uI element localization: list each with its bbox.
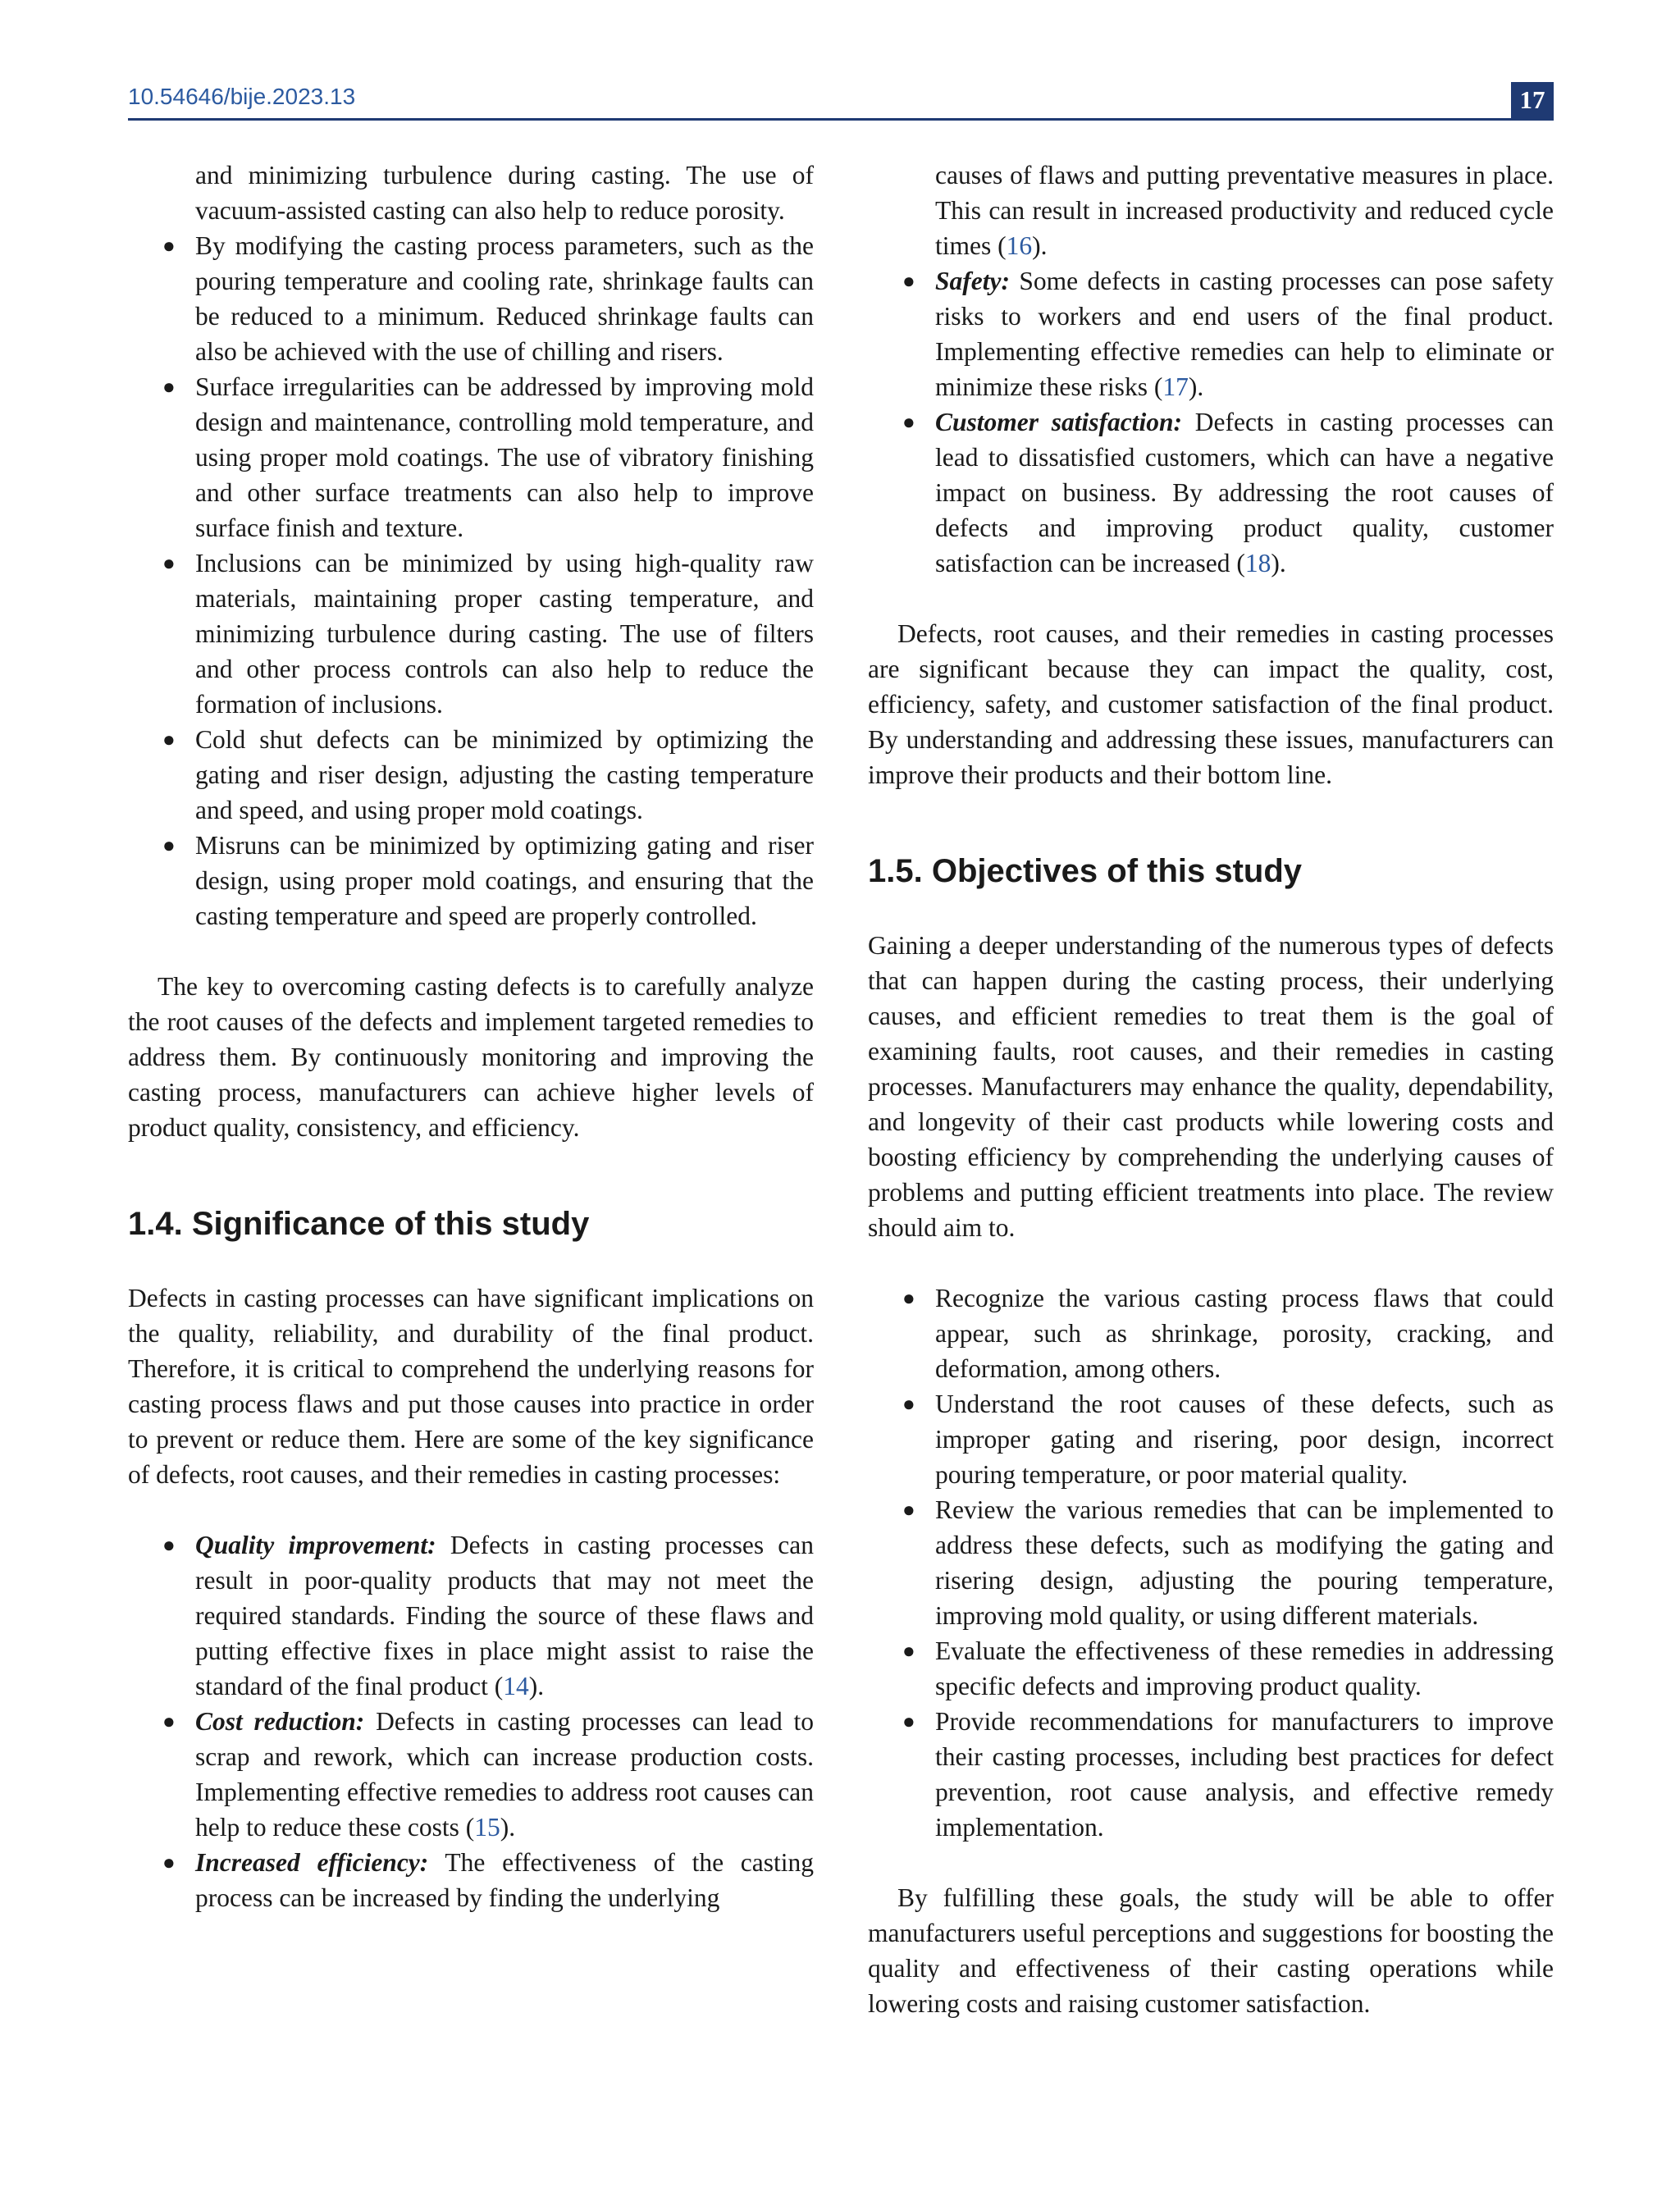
section-heading-objectives: 1.5. Objectives of this study xyxy=(868,853,1303,889)
list-item xyxy=(868,263,1554,404)
reference-link[interactable]: 17 xyxy=(1162,372,1189,401)
list-item-text: Defects in casting processes can lead to dissatisfied customers, which can have a negative impact on business. By addressing the root causes of defects and improving product quality, customer satisfaction can be increased ( xyxy=(935,408,1554,577)
remedies-list xyxy=(128,228,814,933)
significance-list xyxy=(128,1527,814,1915)
bullet-icon: ● xyxy=(162,1709,176,1733)
page-header xyxy=(128,82,1554,121)
bullet-icon: ● xyxy=(902,410,915,434)
right-column xyxy=(868,157,1554,2021)
list-item-term: Quality improvement: xyxy=(195,1531,436,1559)
list-item xyxy=(868,1704,1554,1845)
objectives-paragraph: Gaining a deeper understanding of the numerous types of defects that can happen during the casting process, their underlying causes, and efficient remedies to treat them is the goal of examining faults, root causes, and their remedies in casting processes. Manufacturers may enhance the quality, dependability, and longevity of their cast products while lowering costs and boosting efficiency by comprehending the underlying causes of problems and putting efficient treatments into place. The review should aim to. xyxy=(868,931,1554,1242)
list-item-term: Safety: xyxy=(935,267,1010,295)
page-number: 17 xyxy=(1511,82,1554,118)
list-item xyxy=(868,1280,1554,1386)
objectives-list xyxy=(868,1280,1554,1845)
list-item xyxy=(868,404,1554,581)
list-item xyxy=(128,1527,814,1704)
list-item-text: Defects in casting processes can lead to scrap and rework, which can increase production costs. Implementing effective remedies to address root causes can help to reduce these costs ( xyxy=(195,1707,814,1842)
list-item-text: Recognize the various casting process flaws that could appear, such as shrinkage, porosity, cracking, and deformation, among others. xyxy=(935,1284,1554,1383)
reference-link[interactable]: 18 xyxy=(1244,549,1271,577)
list-item-text-end: ). xyxy=(1271,549,1286,577)
bullet-icon: ● xyxy=(162,1533,176,1557)
list-item-text: Surface irregularities can be addressed by improving mold design and maintenance, controlling mold temperature, and using proper mold coatings. The use of vibratory finishing and other surface treatments can also help to improve surface finish and texture. xyxy=(195,372,814,542)
list-item xyxy=(128,722,814,828)
list-item-text-end: ). xyxy=(528,1672,545,1700)
list-item xyxy=(128,228,814,369)
list-item-text: Inclusions can be minimized by using high-quality raw materials, maintaining proper casting temperature, and minimizing turbulence during casting. The use of filters and other process controls can also help to reduce the formation of inclusions. xyxy=(195,549,814,719)
list-item-term: Increased efficiency: xyxy=(195,1848,429,1877)
closing-paragraph: By fulfilling these goals, the study will be able to offer manufacturers useful perceptions and suggestions for boosting the quality and effectiveness of their casting operations while lowering costs and raising customer satisfaction. xyxy=(868,1883,1554,2018)
reference-link[interactable]: 14 xyxy=(503,1672,529,1700)
bullet-icon: ● xyxy=(902,1498,915,1522)
list-item-text-end: ). xyxy=(1188,372,1204,401)
list-item xyxy=(868,1492,1554,1633)
list-item-text: Evaluate the effectiveness of these remedies in addressing specific defects and improving product quality. xyxy=(935,1636,1554,1700)
bullet-icon: ● xyxy=(162,234,176,258)
list-item xyxy=(868,1633,1554,1704)
summary-paragraph: Defects, root causes, and their remedies in casting processes are significant because they can impact the quality, cost, efficiency, safety, and customer satisfaction of the final product. By understanding and addressing these issues, manufacturers can improve their products and their bottom line. xyxy=(868,619,1554,789)
list-item-text: causes of flaws and putting preventative measures in place. This can result in increased productivity and reduced cycle times ( xyxy=(935,161,1554,260)
bullet-icon: ● xyxy=(162,551,176,575)
section-heading-significance: 1.4. Significance of this study xyxy=(128,1206,590,1242)
significance-intro-paragraph: Defects in casting processes can have significant implications on the quality, reliability, and durability of the final product. Therefore, it is critical to comprehend the underlying reasons for casting process flaws and put those causes into practice in order to prevent or reduce them. Here are some of the key significance of defects, root causes, and their remedies in casting processes: xyxy=(128,1284,814,1489)
significance-list-continued xyxy=(868,263,1554,581)
bullet-icon: ● xyxy=(902,1639,915,1663)
list-item xyxy=(128,1704,814,1845)
bullet-icon: ● xyxy=(902,1392,915,1416)
list-item-text: Review the various remedies that can be implemented to address these defects, such as modifying the gating and risering design, adjusting the pouring temperature, improving mold quality, or using different materials. xyxy=(935,1495,1554,1630)
list-item-term: Cost reduction: xyxy=(195,1707,365,1736)
list-item xyxy=(128,545,814,722)
list-item-text: Misruns can be minimized by optimizing gating and riser design, using proper mold coatings, and ensuring that the casting temperature and speed are properly controlled. xyxy=(195,831,814,930)
doi-link[interactable]: 10.54646/bije.2023.13 xyxy=(128,84,356,109)
list-item-continuation xyxy=(868,157,1554,263)
list-item-text-end: ). xyxy=(500,1813,516,1842)
list-item xyxy=(128,369,814,545)
bullet-icon: ● xyxy=(902,1286,915,1310)
list-item-text: Cold shut defects can be minimized by optimizing the gating and riser design, adjusting the casting temperature and speed, and using proper mold coatings. xyxy=(195,725,814,824)
bullet-icon: ● xyxy=(902,1709,915,1733)
bullet-icon: ● xyxy=(162,1851,176,1874)
reference-link[interactable]: 16 xyxy=(1006,231,1033,260)
list-item-term: Customer satisfaction: xyxy=(935,408,1183,436)
list-item-text: Understand the root causes of these defects, such as improper gating and risering, poor design, incorrect pouring temperature, or poor material quality. xyxy=(935,1390,1554,1489)
bullet-icon: ● xyxy=(902,269,915,293)
list-item-text: By modifying the casting process parameters, such as the pouring temperature and cooling rate, shrinkage faults can be reduced to a minimum. Reduced shrinkage faults can also be achieved with the use of chilling and risers. xyxy=(195,231,814,366)
key-paragraph: The key to overcoming casting defects is to carefully analyze the root causes of the defects and implement targeted remedies to address them. By continuously monitoring and improving the casting process, manufacturers can achieve higher levels of product quality, consistency, and efficiency. xyxy=(128,972,814,1142)
list-item-text-end: ). xyxy=(1032,231,1048,260)
list-item-continuation: and minimizing turbulence during casting. The use of vacuum-assisted casting can also help to reduce porosity. xyxy=(195,161,814,225)
list-item-text: Provide recommendations for manufacturers to improve their casting processes, including best practices for defect prevention, root cause analysis, and effective remedy implementation. xyxy=(935,1707,1554,1842)
reference-link[interactable]: 15 xyxy=(474,1813,500,1842)
list-item-text: The effectiveness of the casting process can be increased by finding the underlying xyxy=(195,1848,814,1912)
list-item-text: Some defects in casting processes can pose safety risks to workers and end users of the final product. Implementing effective remedies can help to eliminate or minimize these risks ( xyxy=(935,267,1554,401)
bullet-icon: ● xyxy=(162,728,176,751)
list-item-text: Defects in casting processes can result in poor-quality products that may not meet the required standards. Finding the source of these flaws and putting effective fixes in place might assist to raise the standard of the final product ( xyxy=(195,1531,814,1700)
list-item xyxy=(128,828,814,933)
bullet-icon: ● xyxy=(162,375,176,399)
list-item xyxy=(868,1386,1554,1492)
bullet-icon: ● xyxy=(162,833,176,857)
left-column xyxy=(128,157,814,1915)
list-item xyxy=(128,1845,814,1915)
